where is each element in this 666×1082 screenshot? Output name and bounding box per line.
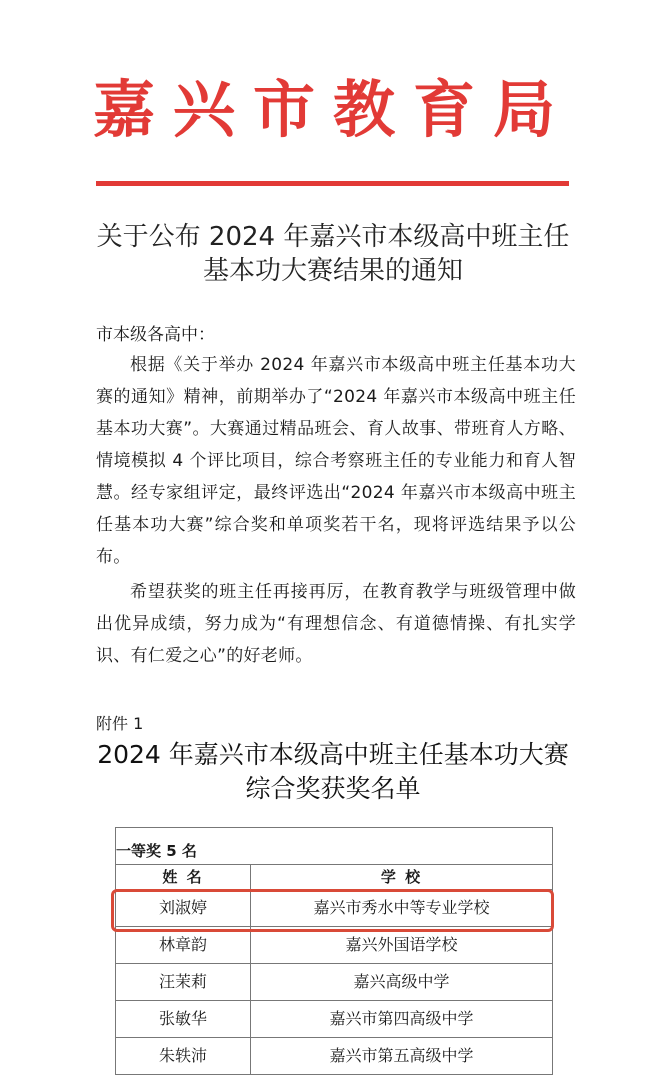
highlight-box <box>111 889 554 932</box>
letterhead-red-rule <box>96 181 569 186</box>
award-table <box>115 827 553 1075</box>
body-paragraph-2: 希望获奖的班主任再接再厉，在教育教学与班级管理中做出优异成绩，努力成为“有理想信念、有道德情操、有扎实学识、有仁爱之心”的好老师。 <box>96 582 576 666</box>
school-cell: 嘉兴外国语学校 <box>345 935 458 954</box>
name-cell: 林章韵 <box>116 927 251 963</box>
table-header-row <box>116 865 552 890</box>
school-cell: 嘉兴市第五高级中学 <box>329 1046 474 1065</box>
attachment-title-line1: 2024 年嘉兴市本级高中班主任基本功大赛 <box>97 740 569 769</box>
letterhead-title: 嘉兴市教育局 <box>92 73 573 146</box>
school-cell: 嘉兴市第四高级中学 <box>329 1009 474 1028</box>
table-row <box>116 964 552 1001</box>
table-row <box>116 927 552 964</box>
table-caption: 一等奖 5 名 <box>116 828 552 865</box>
name-cell: 刘淑婷 <box>116 890 251 926</box>
attachment-label: 附件 1 <box>96 714 144 733</box>
school-cell: 嘉兴高级中学 <box>353 972 450 991</box>
notice-title-line2: 基本功大赛结果的通知 <box>202 256 463 286</box>
header-school: 学 校 <box>380 868 423 886</box>
school-cell: 嘉兴市秀水中等专业学校 <box>313 898 490 917</box>
attachment-title <box>0 738 666 806</box>
header-name: 姓 名 <box>116 865 251 889</box>
body-paragraph-1: 根据《关于举办 2024 年嘉兴市本级高中班主任基本功大赛的通知》精神，前期举办了“2024 年嘉兴市本级高中班主任基本功大赛”。大赛通过精品班会、育人故事、带班育人方略、情境模拟 4 个评比项目，综合考察班主任的专业能力和育人智慧。经专家组评定，最终评选出“2024 年嘉兴市本级高中班主任基本功大赛”综合奖和单项奖若干名，现将评选结果予以公布。 <box>96 355 576 567</box>
name-cell: 朱轶沛 <box>116 1038 251 1074</box>
notice-title-line1: 关于公布 2024 年嘉兴市本级高中班主任 <box>96 222 570 252</box>
name-cell: 汪茉莉 <box>116 964 251 1000</box>
attachment-title-line2: 综合奖获奖名单 <box>245 774 421 803</box>
table-row <box>116 1038 552 1075</box>
notice-title <box>0 220 666 288</box>
table-row <box>116 1001 552 1038</box>
name-cell: 张敏华 <box>116 1001 251 1037</box>
salutation: 市本级各高中： <box>96 325 215 345</box>
